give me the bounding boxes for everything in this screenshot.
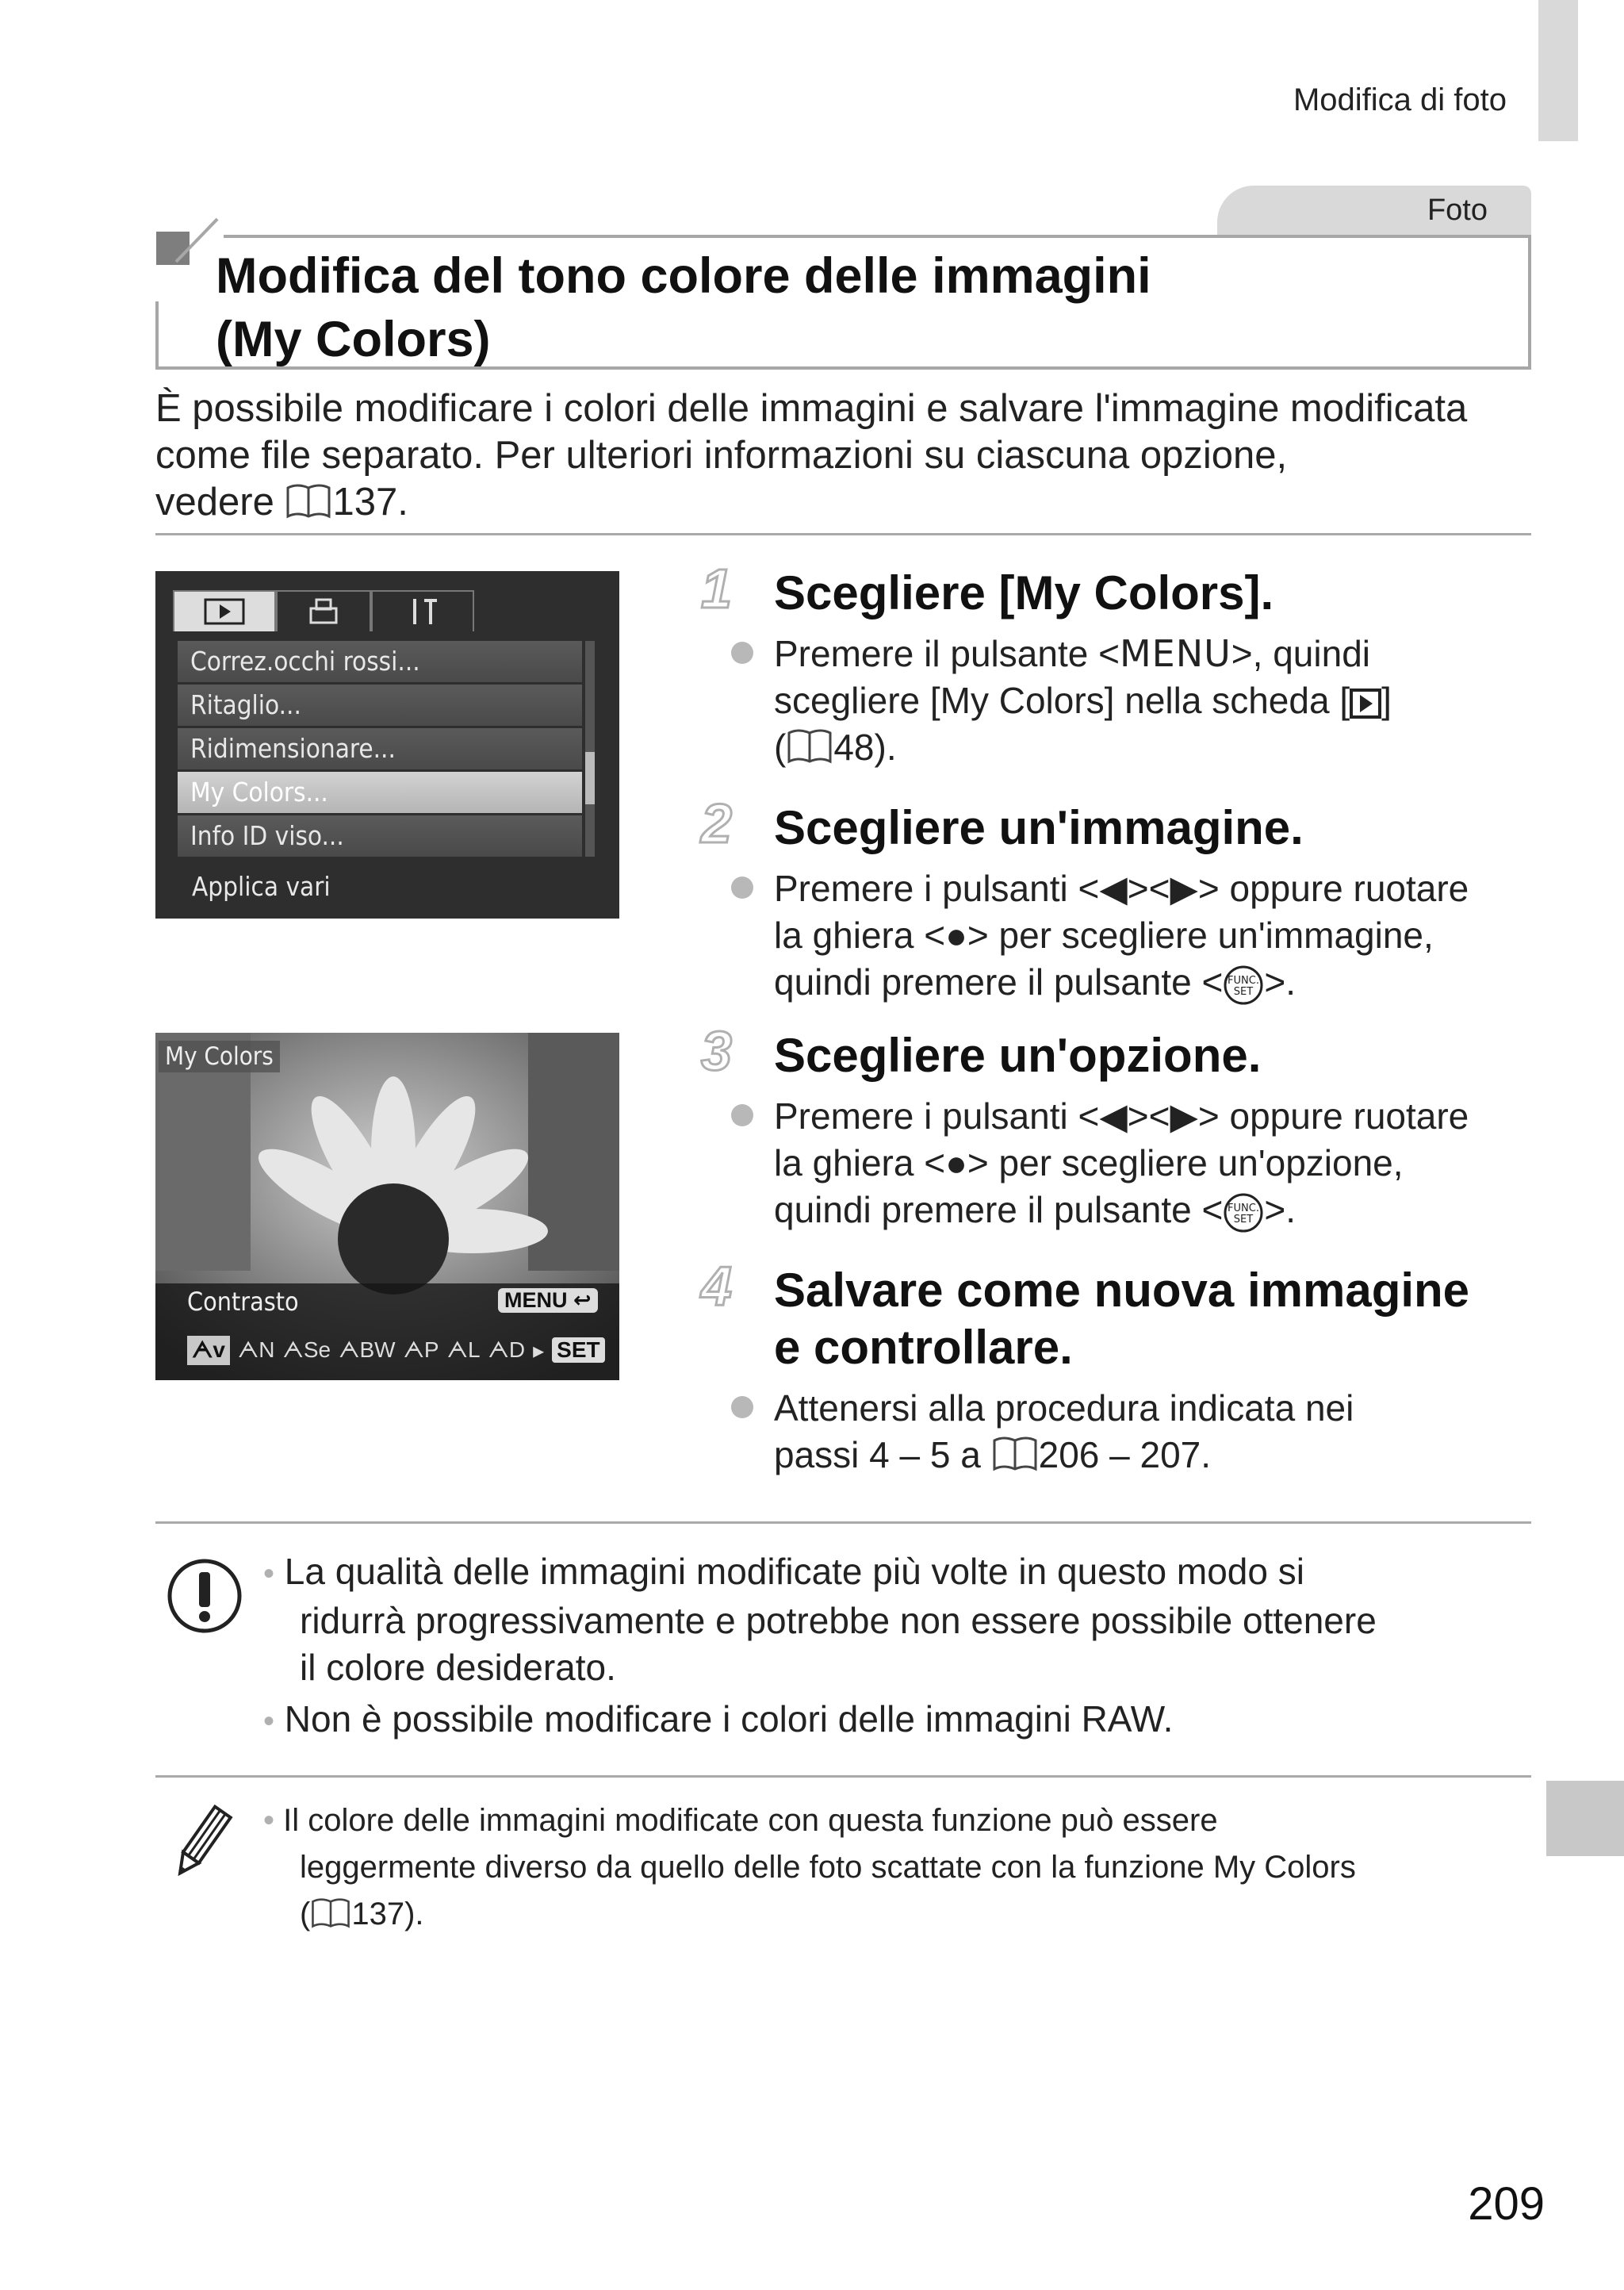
- title-line-1: Modifica del tono colore delle immagini: [216, 248, 1151, 304]
- note-line-1-wrap: [263, 1797, 1611, 1844]
- mycolors-options: [187, 1328, 615, 1372]
- mycolors-label: My Colors: [159, 1041, 280, 1072]
- step-1-page-ref: 48).: [833, 727, 897, 768]
- print-icon: [306, 597, 341, 626]
- step-3-line-3: [774, 1187, 1567, 1233]
- step-4-text: passi 4 – 5 a: [774, 1434, 991, 1475]
- caution-bullet-1: [263, 1548, 1611, 1598]
- option-lighter-icon: ᗅL: [446, 1337, 481, 1362]
- step-4-title-line-1: Salvare come nuova immagine: [774, 1264, 1470, 1317]
- step-3-line-1: Premere i pulsanti <◀><▶> oppure ruotare: [774, 1095, 1469, 1137]
- caution-icon: [165, 1556, 244, 1636]
- step-title: Scegliere un'opzione.: [774, 1029, 1262, 1082]
- option-positive-icon: ᗅP: [403, 1337, 439, 1362]
- menu-badge-label: MENU: [504, 1288, 568, 1312]
- func-label: FUNC.: [1228, 974, 1260, 987]
- title-square-icon: [156, 232, 190, 265]
- wrench-icon: [405, 596, 440, 627]
- step-4-title-line-2: e controllare.: [774, 1321, 1073, 1374]
- tab-playback: [173, 590, 276, 631]
- bullet-dot: [731, 876, 753, 899]
- step-3-text-end: >.: [1264, 1189, 1297, 1230]
- set-label: SET: [1234, 1213, 1254, 1226]
- title-line-2: (My Colors): [216, 312, 491, 367]
- menu-item-selected: My Colors...: [178, 772, 582, 813]
- tab-print: [276, 590, 371, 631]
- book-icon: [786, 728, 833, 765]
- caution-bullet-2: [263, 1696, 1611, 1745]
- step-body: [774, 1093, 1567, 1233]
- playback-icon: [204, 598, 245, 625]
- caution-line-2: ridurrà progressivamente e potrebbe non essere possibile ottenere: [300, 1600, 1377, 1641]
- divider: [155, 1521, 1531, 1524]
- tab-settings: [371, 590, 474, 631]
- note-line-2: leggermente diverso da quello delle foto scattate con la funzione My Colors: [300, 1850, 1356, 1885]
- caution-line-3: il colore desiderato.: [300, 1647, 616, 1688]
- option-neutral-icon: ᗅN: [237, 1337, 275, 1362]
- intro-line-1: È possibile modificare i colori delle immagini e salvare l'immagine modificata: [155, 387, 1468, 430]
- menu-footer: Applica vari: [192, 871, 331, 902]
- step-4-page-ref: 206 – 207.: [1038, 1434, 1212, 1475]
- intro-page-ref: 137.: [332, 481, 408, 524]
- step-1-text-e: (: [774, 727, 787, 768]
- step-2-line-3: [774, 959, 1567, 1006]
- option-vivid-icon: ᗅv: [187, 1336, 230, 1365]
- step-1-line-1: [774, 631, 1567, 677]
- bullet-dot: [731, 642, 753, 664]
- menu-tabs: [173, 590, 474, 631]
- header-tab-marker: [1538, 0, 1578, 141]
- step-title: [774, 1262, 1535, 1376]
- bullet-dot: [731, 1104, 753, 1126]
- contrast-label: Contrasto: [187, 1287, 299, 1317]
- option-bw-icon: ᗅBW: [339, 1337, 396, 1362]
- func-set-button-icon: [1223, 965, 1264, 1006]
- intro-line-2: come file separato. Per ulteriori informazioni su ciascuna opzione,: [155, 434, 1288, 477]
- step-title: Scegliere un'immagine.: [774, 801, 1304, 854]
- camera-mycolors-screenshot: [155, 1033, 619, 1380]
- menu-scrollbar: [585, 641, 595, 857]
- step-number: 1: [701, 558, 732, 619]
- step-number: 2: [701, 792, 732, 854]
- step-2-text-end: >.: [1264, 961, 1297, 1003]
- func-label: FUNC.: [1228, 1202, 1260, 1214]
- playback-icon: [1350, 689, 1381, 719]
- step-body: [774, 1385, 1567, 1479]
- step-title: Scegliere [My Colors].: [774, 566, 1274, 619]
- note-text: [263, 1797, 1611, 1938]
- step-3-line-2: la ghiera <●> per scegliere un'opzione,: [774, 1142, 1404, 1183]
- page-number: 209: [1468, 2178, 1545, 2230]
- step-1-line-2: [774, 677, 1567, 724]
- set-label: SET: [1234, 985, 1254, 998]
- step-4-line-1: Attenersi alla procedura indicata nei: [774, 1387, 1354, 1429]
- step-4-line-2: [774, 1432, 1567, 1479]
- camera-menu-screenshot: [155, 571, 619, 919]
- note-line-1: Il colore delle immagini modificate con questa funzione può essere: [283, 1803, 1218, 1838]
- menu-item: Ritaglio...: [178, 685, 582, 726]
- func-set-button-icon: [1223, 1192, 1264, 1233]
- step-body: [774, 865, 1567, 1006]
- step-2-line-1: Premere i pulsanti <◀><▶> oppure ruotare: [774, 868, 1469, 909]
- note-page-ref: 137).: [351, 1897, 424, 1931]
- divider: [155, 533, 1531, 535]
- intro-line-3-text: vedere: [155, 481, 285, 524]
- bullet-dot: •: [263, 1704, 275, 1739]
- bullet-dot: •: [263, 1556, 275, 1591]
- step-number: 3: [701, 1020, 732, 1082]
- running-head: Modifica di foto: [1293, 82, 1507, 117]
- menu-item: Info ID viso...: [178, 815, 582, 857]
- menu-item: Ridimensionare...: [178, 728, 582, 769]
- intro-line-3: [155, 479, 1551, 526]
- book-icon: [310, 1897, 351, 1929]
- arrow-right-icon: ▸: [533, 1337, 545, 1363]
- step-2-text: quindi premere il pulsante <: [774, 961, 1224, 1003]
- step-body: [774, 631, 1567, 771]
- intro-text: [155, 386, 1551, 526]
- set-badge: SET: [552, 1337, 604, 1363]
- bullet-dot: •: [263, 1803, 275, 1838]
- caution-text: [263, 1548, 1611, 1745]
- step-2-line-2: la ghiera <●> per scegliere un'immagine,: [774, 915, 1434, 956]
- book-icon: [285, 483, 332, 520]
- pencil-icon: [170, 1799, 233, 1886]
- step-1-text-b: >, quindi: [1231, 633, 1370, 674]
- note-line-3: [263, 1891, 1611, 1938]
- note-line-3-text: (: [300, 1897, 311, 1931]
- menu-item: Correz.occhi rossi...: [178, 641, 582, 682]
- step-1-line-3: [774, 724, 1567, 771]
- foto-tag: Foto: [1217, 186, 1531, 235]
- page-title: [216, 244, 1500, 371]
- bullet-dot: [731, 1396, 753, 1418]
- caution-line-1: La qualità delle immagini modificate più volte in questo modo si: [284, 1551, 1304, 1592]
- book-icon: [991, 1436, 1039, 1472]
- menu-scroll-thumb: [585, 752, 595, 804]
- step-number: 4: [701, 1255, 732, 1317]
- option-darker-icon: ᗅD: [488, 1337, 526, 1362]
- menu-back-badge: MENU ↩: [498, 1288, 598, 1313]
- step-3-text: quindi premere il pulsante <: [774, 1189, 1224, 1230]
- step-1-text-a: Premere il pulsante <: [774, 633, 1120, 674]
- caution-line-4: Non è possibile modificare i colori delle immagini RAW.: [284, 1698, 1174, 1740]
- option-sepia-icon: ᗅSe: [282, 1337, 331, 1362]
- divider: [155, 1775, 1531, 1778]
- menu-list: [178, 641, 582, 859]
- menu-button-icon: MENU: [1119, 632, 1231, 675]
- step-1-text-d: ]: [1381, 680, 1392, 721]
- step-1-text-c: scegliere [My Colors] nella scheda [: [774, 680, 1350, 721]
